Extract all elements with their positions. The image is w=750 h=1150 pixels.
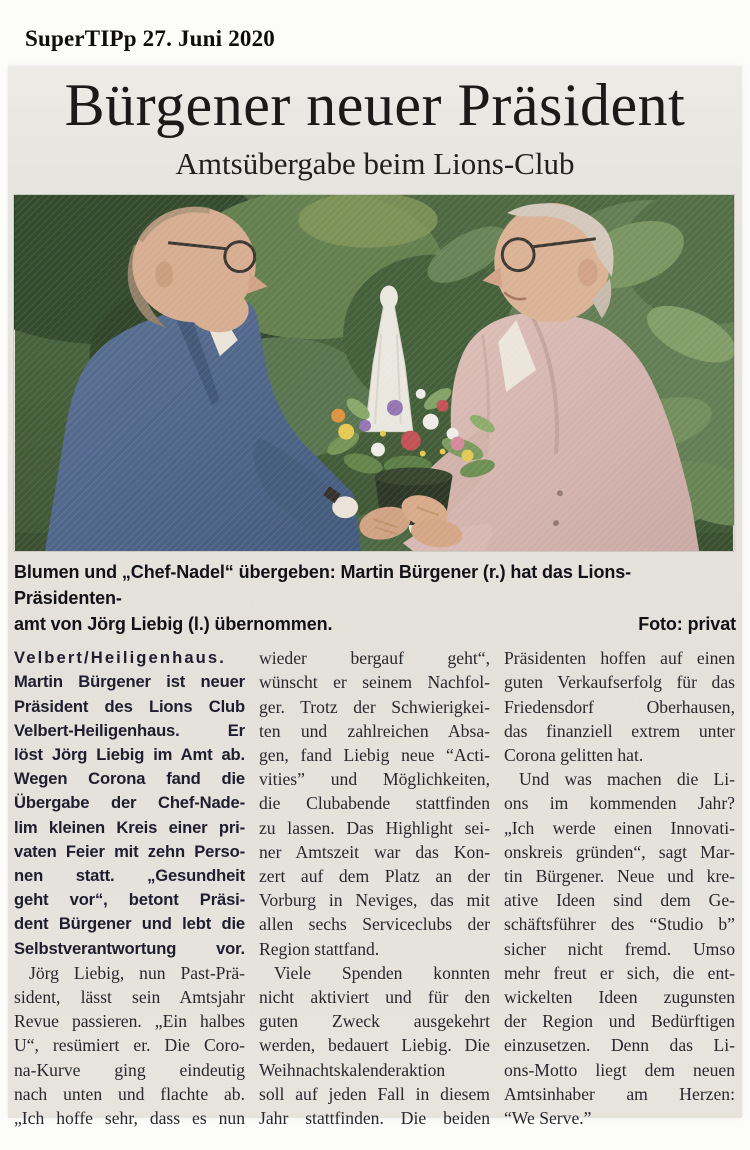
text-line: ten und zahlreichen Absa- — [259, 720, 490, 741]
text-line: Selbstverantwortung vor. — [14, 938, 245, 958]
photo-credit: Foto: privat — [638, 614, 736, 635]
text-line: guten Zweck ausgekehrt — [259, 1011, 490, 1032]
caption-line-2: amt von Jörg Liebig (l.) übernommen. — [14, 614, 333, 635]
text-line: Revue passieren. „Ein halbes — [14, 1011, 245, 1032]
text-line: guten Verkaufserfolg für das — [504, 672, 735, 693]
caption-line-1: Blumen und „Chef-Nadel“ übergeben: Martin Bürgener (r.) hat das Lions-Präsidenten- — [14, 562, 632, 609]
text-line: geht vor“, betont Präsi- — [14, 890, 245, 910]
text-line: ons-Motto liegt dem neuen — [504, 1059, 735, 1080]
text-line: Martin Bürgener ist neuer — [14, 672, 245, 692]
text-line: schäftsführer des “Studio b” — [504, 914, 735, 935]
lead-paragraph — [14, 646, 245, 961]
photo-illustration — [13, 194, 735, 552]
article-column-2 — [259, 646, 490, 1130]
text-line: Präsidenten hoffen auf einen — [504, 648, 735, 669]
body-paragraph — [259, 646, 490, 961]
text-line: gen, fand Liebig neue “Acti- — [259, 745, 490, 765]
text-line: wieder bergauf geht“, — [259, 648, 490, 669]
text-line: tin Bürgener. Neue und kre- — [504, 866, 735, 887]
text-line: na-Kurve ging eindeutig — [14, 1059, 245, 1080]
text-line: ons im kommenden Jahr? — [504, 793, 735, 814]
text-line: Übergabe der Chef-Nade- — [14, 793, 245, 813]
article-column-3 — [504, 646, 735, 1130]
text-line: Wegen Corona fand die — [14, 769, 245, 789]
text-line: wünscht er seinem Nachfol- — [259, 672, 490, 693]
text-line: zert auf dem Platz an der — [259, 866, 490, 887]
article-columns — [8, 637, 742, 1130]
text-line: „Ich hoffe sehr, dass es nun — [14, 1108, 245, 1129]
article-photo — [13, 194, 735, 552]
text-line: vaten Feier mit zehn Perso- — [14, 841, 245, 861]
text-line: Weihnachtskalenderaktion — [259, 1059, 446, 1080]
text-line: Vorburg in Neviges, das mit — [259, 890, 490, 911]
text-line: Friedensdorf Oberhausen, — [504, 696, 735, 717]
body-paragraph — [259, 961, 490, 1130]
body-paragraph — [14, 961, 245, 1130]
text-line: „Ich werde einen Innovati- — [504, 817, 735, 838]
article-subheadline: Amtsübergabe beim Lions-Club — [175, 146, 575, 182]
photo-caption — [14, 559, 736, 637]
text-line: “We Serve.” — [504, 1108, 592, 1129]
text-line: Velbert-Heiligenhaus. Er — [14, 720, 245, 740]
newspaper-clipping — [8, 66, 742, 1129]
text-line: Und was machen die Li- — [519, 769, 735, 790]
text-line: ative Ideen sind dem Ge- — [504, 890, 735, 911]
text-line: Jörg Liebig, nun Past-Prä- — [29, 962, 245, 983]
text-line: Jahr stattfinden. Die beiden — [259, 1108, 490, 1129]
text-line: soll auf jeden Fall in diesem — [259, 1083, 490, 1104]
text-line: die Clubabende stattfinden — [259, 793, 490, 814]
text-line: Corona gelitten hat. — [504, 745, 644, 765]
text-line: Region stattfand. — [259, 938, 380, 959]
text-line: U“, resümiert er. Die Coro- — [14, 1035, 245, 1056]
text-line: allen sechs Serviceclubs der — [259, 914, 490, 935]
text-line: Amtsinhaber am Herzen: — [504, 1083, 735, 1104]
text-line: nen statt. „Gesundheit — [14, 866, 245, 886]
text-line: Velbert/Heiligenhaus. — [14, 648, 226, 668]
text-line: das finanziell extrem unter — [504, 720, 735, 741]
text-line: onskreis gründen“, sagt Mar- — [504, 841, 735, 862]
text-line: zu lassen. Das Highlight sei- — [259, 817, 490, 838]
text-line: löst Jörg Liebig im Amt ab. — [14, 745, 245, 764]
text-line: ner Amtszeit war das Kon- — [259, 841, 490, 862]
text-line: vities” und Möglichkeiten, — [259, 769, 490, 790]
text-line: sicher nicht fremd. Umso — [504, 938, 735, 959]
text-line: nicht aktiviert und für den — [259, 987, 490, 1008]
text-line: Viele Spenden konnten — [274, 962, 490, 983]
text-line: lim kleinen Kreis einer pri- — [14, 817, 245, 837]
text-line: Präsident des Lions Club — [14, 696, 245, 716]
text-line: mehr freut er sich, die ent- — [504, 962, 735, 983]
article-headline: Bürgener neuer Präsident — [64, 72, 686, 138]
text-line: werden, bedauert Liebig. Die — [259, 1035, 490, 1056]
text-line: wickelten Ideen zugunsten — [504, 987, 735, 1008]
masthead-date-line: SuperTIPp 27. Juni 2020 — [25, 26, 275, 51]
text-line: nach unten und flachte ab. — [14, 1083, 245, 1104]
text-line: dent Bürgener und lebt die — [14, 914, 245, 934]
text-line: der Region und Bedürftigen — [504, 1011, 735, 1032]
text-line: ger. Trotz der Schwierigkei- — [259, 696, 490, 717]
body-paragraph — [504, 646, 735, 767]
article-column-1 — [14, 646, 245, 1130]
body-paragraph — [504, 767, 735, 1130]
text-line: einzusetzen. Denn das Li- — [504, 1035, 735, 1056]
text-line: sident, lässt sein Amtsjahr — [14, 987, 245, 1008]
